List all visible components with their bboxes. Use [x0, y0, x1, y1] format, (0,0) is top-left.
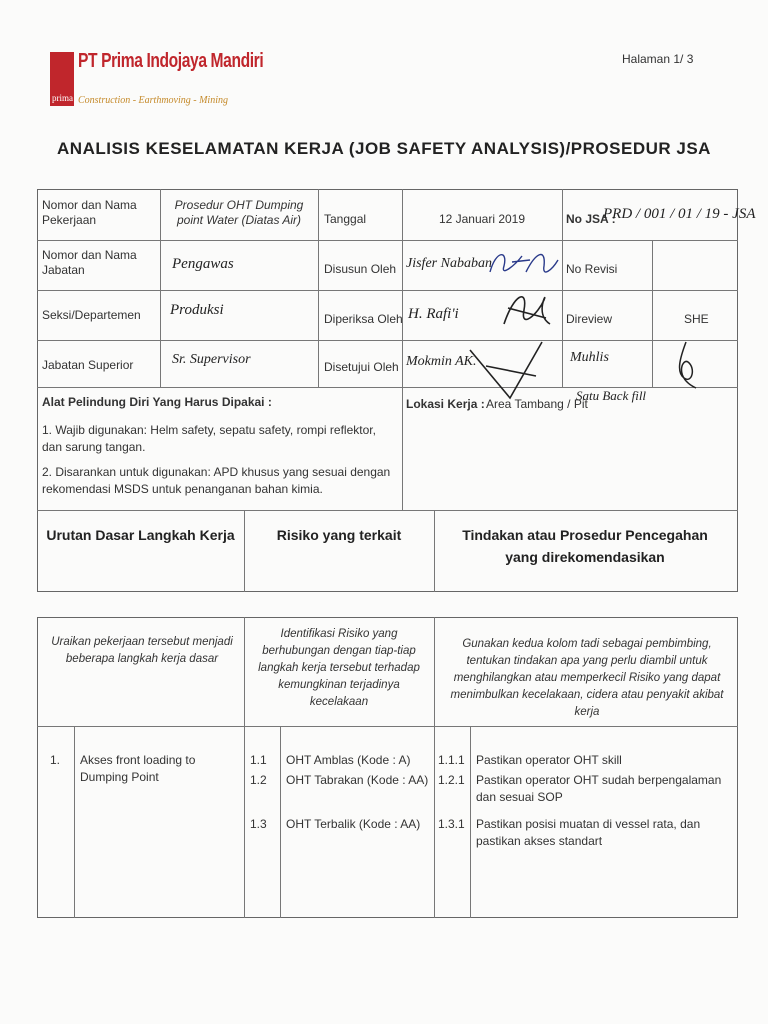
- seksi-departemen-label: Seksi/Departemen: [42, 308, 141, 322]
- disusun-signature: [486, 242, 562, 286]
- company-name: PT Prima Indojaya Mandiri: [78, 50, 264, 72]
- action-number: 1.2.1: [438, 773, 465, 787]
- jabatan-superior-label: Jabatan Superior: [42, 358, 134, 372]
- section-header-langkah: Urutan Dasar Langkah Kerja: [46, 527, 235, 543]
- action-text: Pastikan operator OHT skill: [476, 753, 622, 767]
- apd-item-2: 2. Disarankan untuk digunakan: APD khusus yang sesuai dengan rekomendasi MSDS untuk penanganan bahan kimia.: [42, 465, 391, 496]
- no-revisi-label: No Revisi: [566, 262, 618, 276]
- company-tagline: Construction - Earthmoving - Mining: [78, 95, 228, 106]
- nomor-nama-jabatan-label: Nomor dan Nama Jabatan: [42, 248, 137, 277]
- diperiksa-oleh-value: H. Rafi'i: [408, 306, 459, 322]
- apd-title: Alat Pelindung Diri Yang Harus Dipakai :: [42, 395, 272, 409]
- no-jsa-label: No JSA :: [566, 212, 616, 226]
- guidance-tindakan: Gunakan kedua kolom tadi sebagai pembimbing, tentukan tindakan apa yang perlu diambil untuk menghilangkan atau memperkecil Risiko yang dapat menimbulkan kecelakaan, cidera atau penyakit akibat kerja: [450, 638, 724, 718]
- diperiksa-oleh-label: Diperiksa Oleh: [324, 312, 403, 326]
- action-text: Pastikan posisi muatan di vessel rata, dan pastikan akses standart: [476, 817, 701, 848]
- action-text: Pastikan operator OHT sudah berpengalaman dan sesuai SOP: [476, 773, 722, 804]
- seksi-departemen-value: Produksi: [170, 302, 224, 318]
- step-description: Akses front loading to Dumping Point: [80, 753, 196, 784]
- disetujui-oleh-label: Disetujui Oleh: [324, 360, 399, 374]
- risk-number: 1.1: [250, 753, 267, 767]
- action-number: 1.3.1: [438, 817, 465, 831]
- company-logo-mark: [50, 52, 74, 106]
- apd-item-1: 1. Wajib digunakan: Helm safety, sepatu safety, rompi reflektor, dan sarung tangan.: [42, 423, 376, 454]
- risk-number: 1.3: [250, 817, 267, 831]
- guidance-risiko: Identifikasi Risiko yang berhubungan dengan tiap-tiap langkah kerja tersebut terhadap kemungkinan terjadinya kecelakaan: [258, 628, 420, 708]
- diperiksa-signature: [494, 284, 560, 342]
- risk-text: OHT Tabrakan (Kode : AA): [286, 773, 429, 787]
- disusun-oleh-value: Jisfer Nababan: [406, 256, 492, 271]
- tanggal-value: 12 Januari 2019: [438, 212, 526, 226]
- step-number: 1.: [50, 753, 61, 767]
- risk-text: OHT Amblas (Kode : A): [286, 753, 411, 767]
- section-header-risiko: Risiko yang terkait: [276, 527, 402, 543]
- tanggal-label: Tanggal: [324, 212, 367, 226]
- page-number: Halaman 1/ 3: [622, 52, 694, 66]
- jabatan-superior-value: Sr. Supervisor: [172, 352, 251, 367]
- direview-label: Direview: [566, 312, 613, 326]
- lokasi-kerja-value: Area Tambang / Pit: [486, 397, 588, 411]
- lokasi-kerja-handwritten: Satu Back fill: [576, 388, 647, 403]
- nomor-nama-pekerjaan-label: Nomor dan Nama Pekerjaan: [42, 198, 137, 227]
- disusun-oleh-label: Disusun Oleh: [324, 262, 397, 276]
- direview-value: SHE: [684, 312, 709, 326]
- logo-box-word: prima: [52, 93, 73, 103]
- no-jsa-value: PRD / 001 / 01 / 19 - JSA: [603, 206, 756, 222]
- risk-text: OHT Terbalik (Kode : AA): [286, 817, 421, 831]
- jabatan-value: Pengawas: [172, 256, 234, 272]
- guidance-langkah: Uraikan pekerjaan tersebut menjadi beberapa langkah kerja dasar: [51, 636, 233, 665]
- disetujui-value-2: Muhlis: [570, 350, 609, 365]
- risk-number: 1.2: [250, 773, 267, 787]
- section-header-tindakan: Tindakan atau Prosedur Pencegahan yang direkomendasikan: [462, 527, 708, 565]
- lokasi-kerja-label: Lokasi Kerja :: [406, 397, 485, 411]
- disetujui-oleh-value: Mokmin AK.: [406, 354, 477, 369]
- nomor-nama-pekerjaan-value: Prosedur OHT Dumping point Water (Diatas Air): [174, 198, 304, 227]
- direview-signature: [666, 338, 706, 394]
- action-number: 1.1.1: [438, 753, 465, 767]
- document-title: ANALISIS KESELAMATAN KERJA (JOB SAFETY ANALYSIS)/PROSEDUR JSA: [57, 139, 711, 158]
